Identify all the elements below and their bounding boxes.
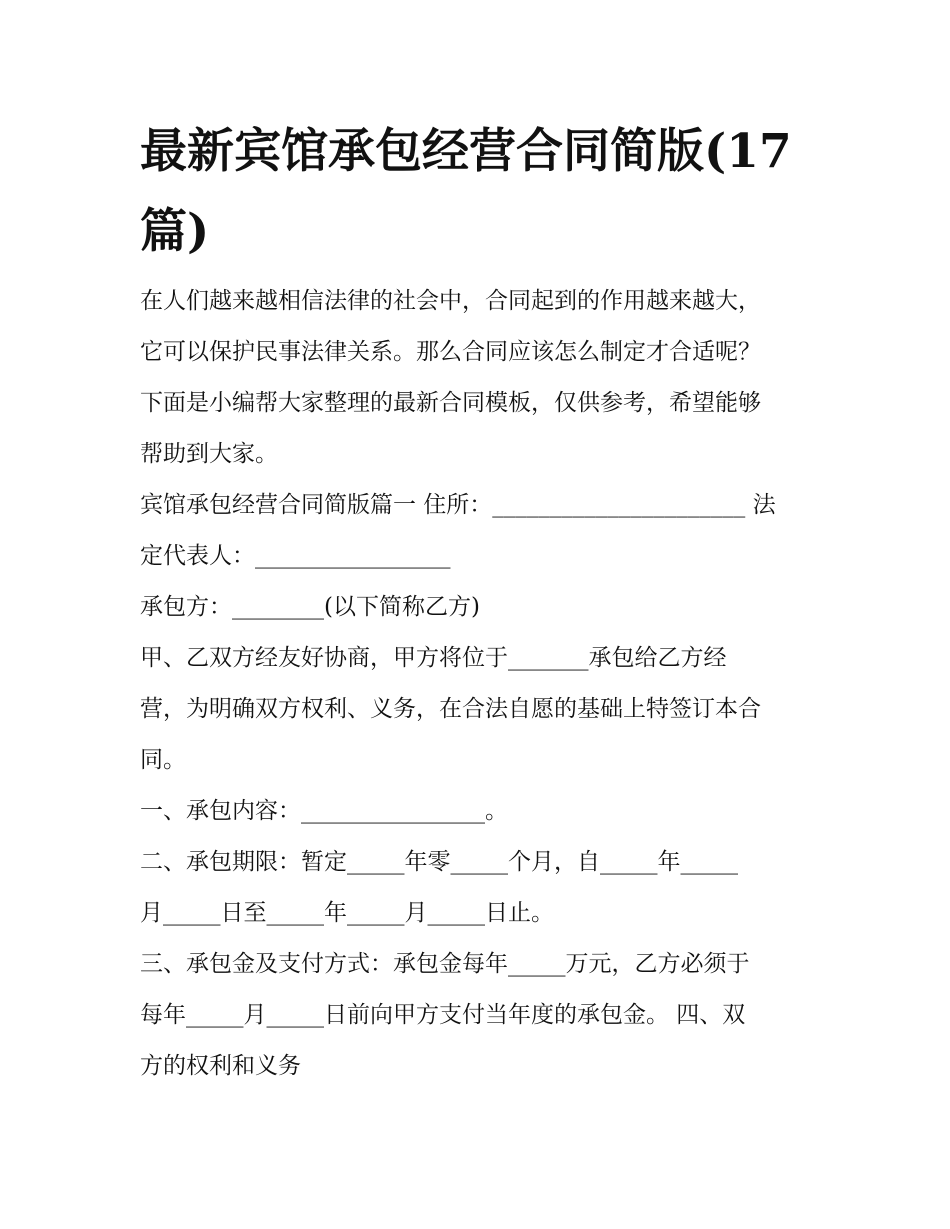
- agreement-line-2: 营，为明确双方权利、义务，在合法自愿的基础上特签订本合: [140, 696, 761, 722]
- agreement-line-1: 甲、乙双方经友好协商，甲方将位于_______承包给乙方经: [140, 645, 727, 671]
- clause-1-content: 一、承包内容：________________。: [140, 798, 508, 824]
- clause-2-term-line-2: 月_____日至_____年_____月_____日止。: [140, 900, 554, 926]
- contract-header-line: 宾馆承包经营合同简版篇一 住所：______________________ 法: [140, 492, 776, 518]
- document-body: [140, 276, 830, 1092]
- intro-line-2: 它可以保护民事法律关系。那么合同应该怎么制定才合适呢？: [140, 339, 761, 365]
- title-line-2: 篇): [140, 204, 210, 259]
- legal-representative-line: 定代表人：_________________: [140, 543, 451, 569]
- contractor-line: 承包方：________(以下简称乙方): [140, 594, 480, 620]
- intro-line-3: 下面是小编帮大家整理的最新合同模板，仅供参考，希望能够: [140, 390, 761, 416]
- agreement-line-3: 同。: [140, 747, 186, 773]
- intro-line-4: 帮助到大家。: [140, 441, 278, 467]
- document-title: [140, 112, 820, 272]
- clause-2-term-line-1: 二、承包期限：暂定_____年零_____个月，自_____年_____: [140, 849, 738, 875]
- clause-4-rights-duties: 方的权利和义务: [140, 1053, 301, 1079]
- intro-line-1: 在人们越来越相信法律的社会中，合同起到的作用越来越大，: [140, 288, 761, 314]
- title-line-1: 最新宾馆承包经营合同简版(17: [140, 124, 792, 179]
- clause-3-payment-line-1: 三、承包金及支付方式：承包金每年_____万元，乙方必须于: [140, 951, 750, 977]
- clause-3-payment-line-2: 每年_____月_____日前向甲方支付当年度的承包金。 四、双: [140, 1002, 746, 1028]
